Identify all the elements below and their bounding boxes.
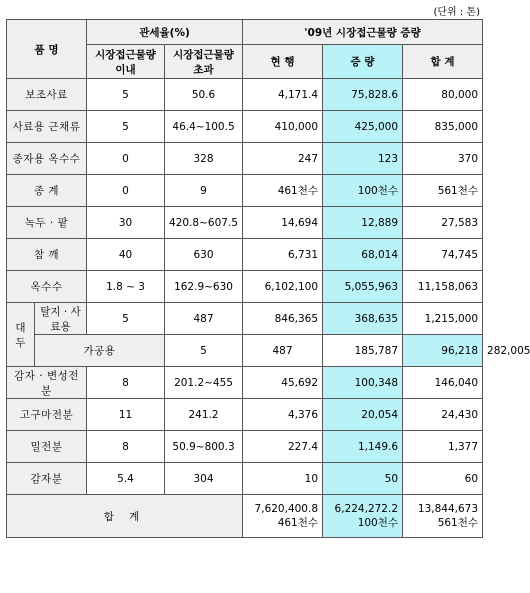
cell-name: 종 계	[7, 175, 87, 207]
cell-total: 11,158,063	[403, 271, 483, 303]
table-row: 가공용 5 487 185,787 96,218 282,005	[7, 335, 483, 367]
summary-label: 합 계	[7, 495, 243, 538]
header-item: 품 명	[7, 20, 87, 79]
cell-name: 탈지 · 사료용	[35, 303, 87, 335]
cell-out: 630	[165, 239, 243, 271]
cell-out: 46.4~100.5	[165, 111, 243, 143]
cell-out: 50.6	[165, 79, 243, 111]
header-tariff-in: 시장접근물량 이내	[87, 45, 165, 79]
cell-current: 461천수	[243, 175, 323, 207]
cell-increase: 1,149.6	[323, 431, 403, 463]
cell-current: 410,000	[243, 111, 323, 143]
cell-out: 9	[165, 175, 243, 207]
summary-current: 7,620,400.8 461천수	[243, 495, 323, 538]
group-soybean: 대두	[7, 303, 35, 367]
cell-out: 50.9~800.3	[165, 431, 243, 463]
cell-increase: 12,889	[323, 207, 403, 239]
cell-out: 328	[165, 143, 243, 175]
cell-in: 5	[87, 303, 165, 335]
cell-total: 60	[403, 463, 483, 495]
header-current: 현 행	[243, 45, 323, 79]
cell-increase: 96,218	[403, 335, 483, 367]
cell-name: 종자용 옥수수	[7, 143, 87, 175]
cell-increase: 68,014	[323, 239, 403, 271]
cell-total: 1,215,000	[403, 303, 483, 335]
cell-current: 185,787	[323, 335, 403, 367]
cell-name: 참 깨	[7, 239, 87, 271]
cell-current: 4,171.4	[243, 79, 323, 111]
cell-current: 227.4	[243, 431, 323, 463]
cell-current: 247	[243, 143, 323, 175]
cell-increase: 50	[323, 463, 403, 495]
summary-row	[7, 495, 483, 538]
cell-out: 201.2~455	[165, 367, 243, 399]
cell-total: 146,040	[403, 367, 483, 399]
cell-out: 241.2	[165, 399, 243, 431]
cell-current: 14,694	[243, 207, 323, 239]
cell-name: 가공용	[35, 335, 165, 367]
cell-out: 487	[243, 335, 323, 367]
cell-increase: 20,054	[323, 399, 403, 431]
table-row	[7, 463, 483, 495]
unit-label: (단위 : 톤)	[433, 7, 480, 18]
cell-in: 11	[87, 399, 165, 431]
cell-name: 감자분	[7, 463, 87, 495]
cell-increase: 5,055,963	[323, 271, 403, 303]
cell-in: 1.8 ~ 3	[87, 271, 165, 303]
cell-name: 옥수수	[7, 271, 87, 303]
cell-increase: 425,000	[323, 111, 403, 143]
cell-increase: 123	[323, 143, 403, 175]
cell-total: 74,745	[403, 239, 483, 271]
header-tariff-out: 시장접근물량 초과	[165, 45, 243, 79]
cell-in: 8	[87, 367, 165, 399]
cell-total: 24,430	[403, 399, 483, 431]
cell-name: 고구마전분	[7, 399, 87, 431]
summary-total: 13,844,673 561천수	[403, 495, 483, 538]
cell-total: 27,583	[403, 207, 483, 239]
cell-increase: 368,635	[323, 303, 403, 335]
cell-in: 5	[165, 335, 243, 367]
cell-out: 162.9~630	[165, 271, 243, 303]
header-volume: '09년 시장접근물량 증량	[243, 20, 483, 45]
table-row	[7, 239, 483, 271]
cell-out: 304	[165, 463, 243, 495]
cell-current: 4,376	[243, 399, 323, 431]
table-row	[7, 175, 483, 207]
cell-in: 40	[87, 239, 165, 271]
cell-out: 487	[165, 303, 243, 335]
cell-in: 8	[87, 431, 165, 463]
cell-current: 10	[243, 463, 323, 495]
cell-out: 420.8~607.5	[165, 207, 243, 239]
table-row	[7, 79, 483, 111]
cell-in: 0	[87, 143, 165, 175]
cell-current: 846,365	[243, 303, 323, 335]
cell-total: 561천수	[403, 175, 483, 207]
cell-name: 보조사료	[7, 79, 87, 111]
cell-in: 5.4	[87, 463, 165, 495]
cell-increase: 100천수	[323, 175, 403, 207]
header-increase: 증 량	[323, 45, 403, 79]
cell-total: 370	[403, 143, 483, 175]
cell-total: 835,000	[403, 111, 483, 143]
header-tariff: 관세율(%)	[87, 20, 243, 45]
table-row	[7, 271, 483, 303]
cell-current: 45,692	[243, 367, 323, 399]
table-row	[7, 367, 483, 399]
table-row	[7, 143, 483, 175]
cell-total: 80,000	[403, 79, 483, 111]
cell-name: 녹두 · 팥	[7, 207, 87, 239]
cell-name: 감자 · 변성전분	[7, 367, 87, 399]
table-row	[7, 431, 483, 463]
cell-name: 사료용 근채류	[7, 111, 87, 143]
table-row	[7, 111, 483, 143]
table-row	[7, 303, 483, 335]
summary-increase: 6,224,272.2 100천수	[323, 495, 403, 538]
cell-total: 1,377	[403, 431, 483, 463]
cell-current: 6,731	[243, 239, 323, 271]
cell-name: 밀전분	[7, 431, 87, 463]
table-row	[7, 399, 483, 431]
cell-increase: 100,348	[323, 367, 403, 399]
table-row	[7, 207, 483, 239]
cell-in: 0	[87, 175, 165, 207]
cell-in: 5	[87, 79, 165, 111]
cell-in: 30	[87, 207, 165, 239]
cell-in: 5	[87, 111, 165, 143]
cell-current: 6,102,100	[243, 271, 323, 303]
cell-increase: 75,828.6	[323, 79, 403, 111]
header-total: 합 계	[403, 45, 483, 79]
tariff-quota-table	[6, 19, 530, 538]
